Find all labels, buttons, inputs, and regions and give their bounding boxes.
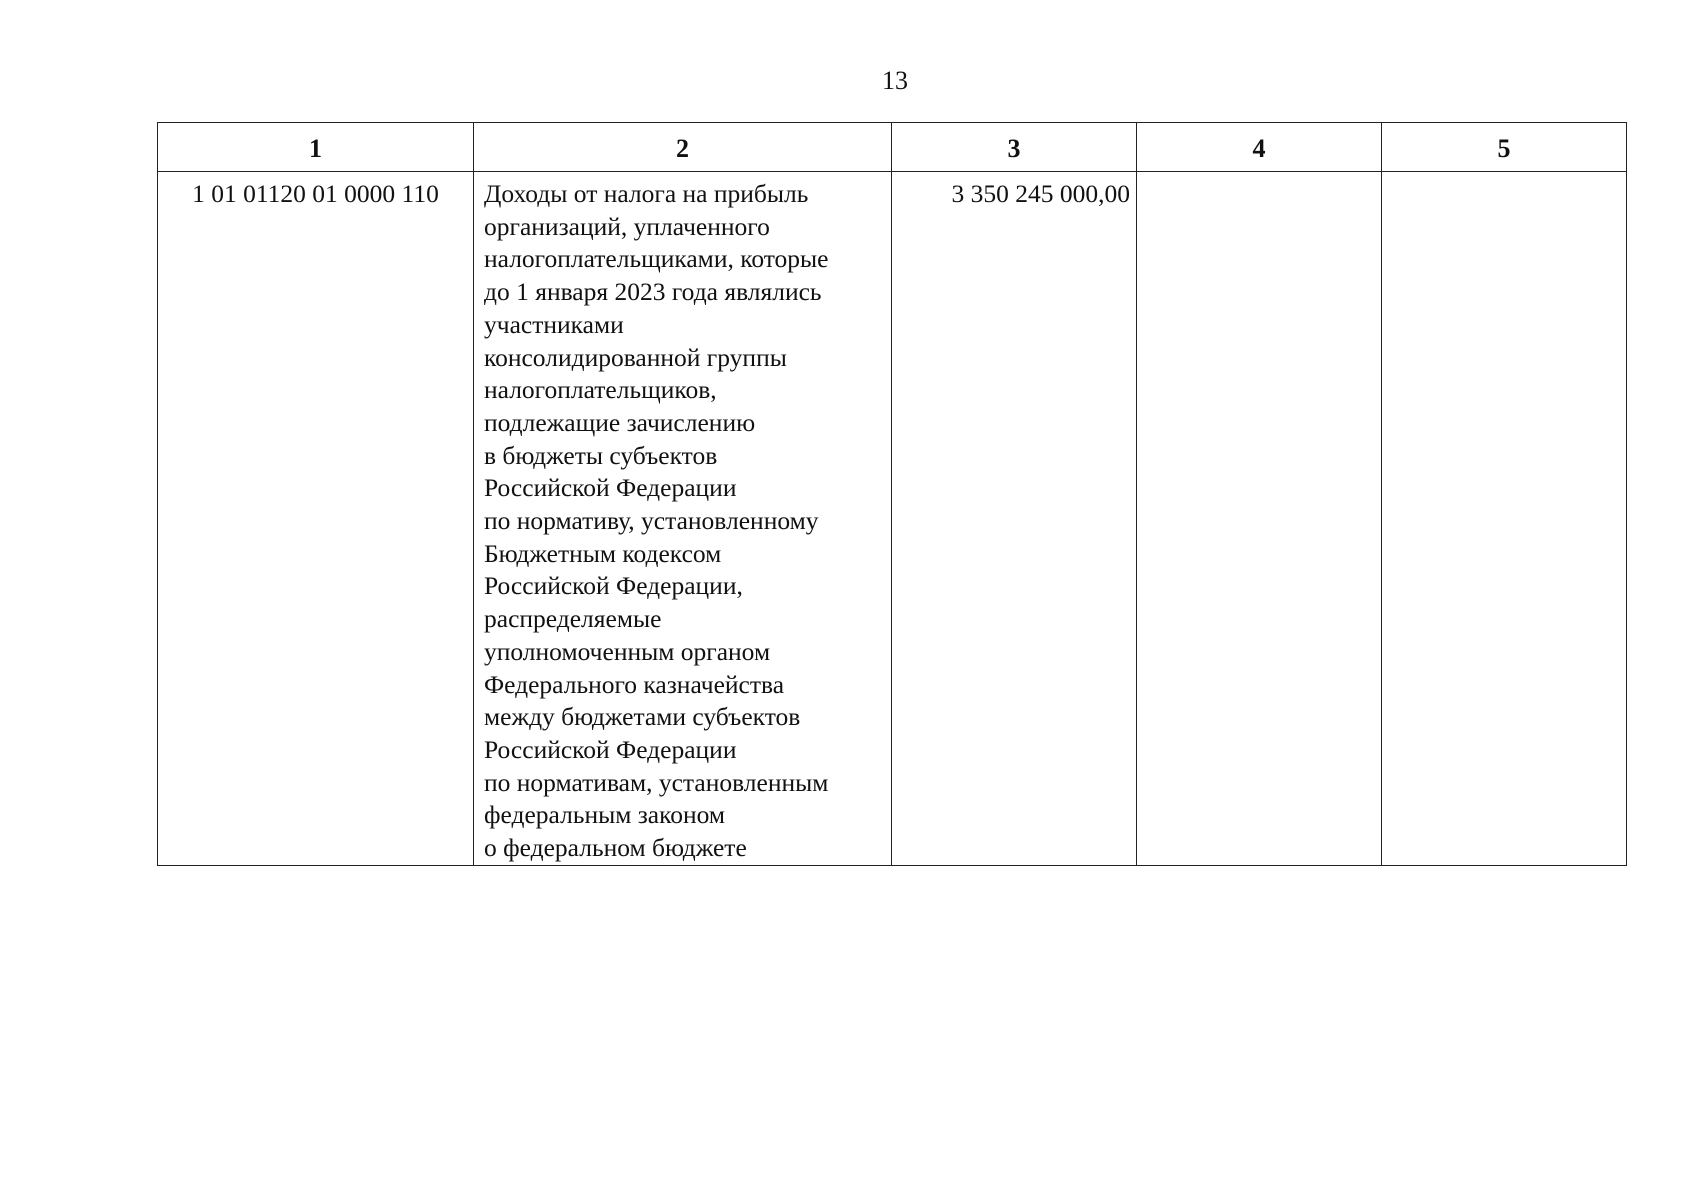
description-line: Российской Федерации, [484,571,743,601]
column-header-4: 4 [1137,123,1382,172]
column-header-2: 2 [474,123,892,172]
description-line: подлежащие зачислению [484,407,756,437]
revenue-table [157,122,1627,866]
revenue-description [474,172,892,866]
description-line: налогоплательщиков, [484,375,717,405]
column-header-1: 1 [158,123,474,172]
column-header-3: 3 [892,123,1137,172]
description-line: по нормативам, установленным [484,767,829,797]
table-row [158,172,1627,866]
description-line: уполномоченным органом [484,636,771,666]
amount-cell: 3 350 245 000,00 [892,172,1137,866]
description-line: о федеральном бюджете [484,833,747,863]
description-line: участниками [484,309,624,339]
description-line: между бюджетами субъектов [484,702,801,732]
description-line: Федерального казначейства [484,669,785,699]
column-5-cell [1382,172,1627,866]
description-line: до 1 января 2023 года являлись [484,277,822,307]
description-line: Бюджетным кодексом [484,538,722,568]
description-line: Российской Федерации [484,734,737,764]
description-line: организаций, уплаченного [484,211,770,241]
description-line: Доходы от налога на прибыль [484,179,809,208]
page-number: 13 [882,66,908,95]
description-line: в бюджеты субъектов [484,440,718,470]
description-line: распределяемые [484,604,662,634]
description-line: по нормативу, установленному [484,506,819,536]
column-4-cell [1137,172,1382,866]
table-header-row [158,123,1627,172]
description-line: консолидированной группы [484,342,787,372]
description-line: Российской Федерации [484,473,737,503]
description-line: налогоплательщиками, которые [484,244,829,274]
column-header-5: 5 [1382,123,1627,172]
description-line: федеральным законом [484,800,726,830]
budget-classification-code: 1 01 01120 01 0000 110 [158,172,474,866]
